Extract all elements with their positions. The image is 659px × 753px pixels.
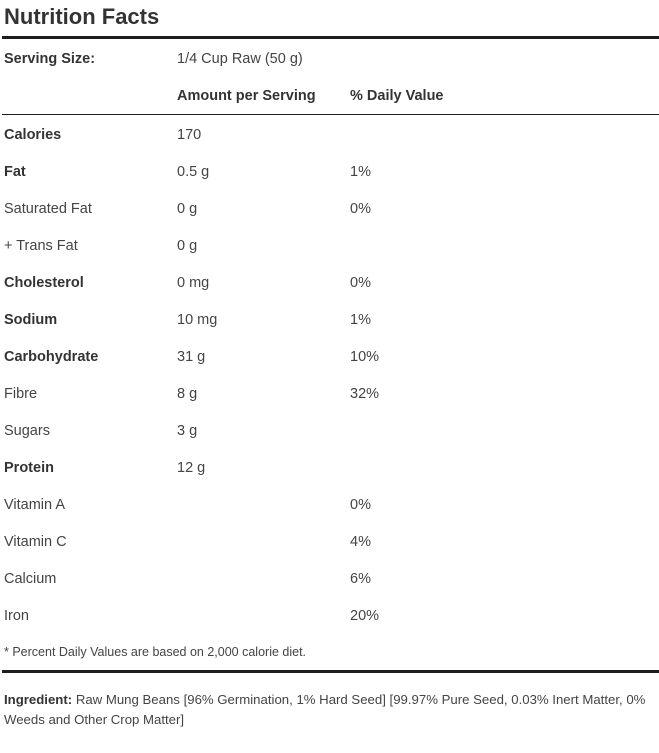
ingredient-text: Raw Mung Beans [96% Germination, 1% Hard Seed] [99.97% Pure Seed, 0.03% Inert Matter, 0% Weeds and Other Crop Matter]: [4, 692, 646, 727]
nutrient-daily-value: 1%: [350, 312, 371, 328]
nutrient-amount: 0 mg: [177, 275, 210, 291]
ingredient-statement: [4, 690, 657, 730]
nutrient-name: Iron: [4, 608, 29, 624]
nutrient-name: Calories: [4, 127, 62, 143]
serving-size-value: 1/4 Cup Raw (50 g): [177, 51, 303, 67]
nutrient-daily-value: 4%: [350, 534, 371, 550]
nutrient-amount: 10 mg: [177, 312, 218, 328]
nutrient-daily-value: 1%: [350, 164, 371, 180]
nutrient-name: Protein: [4, 460, 54, 476]
nutrient-daily-value: 20%: [350, 608, 380, 624]
nutrient-daily-value: 32%: [350, 386, 380, 402]
nutrient-amount: 31 g: [177, 349, 206, 365]
ingredient-label: Ingredient:: [4, 692, 73, 707]
nutrient-amount: 0 g: [177, 238, 198, 254]
nutrient-amount: 3 g: [177, 423, 198, 439]
nutrient-daily-value: 6%: [350, 571, 371, 587]
divider-thick-top: [2, 36, 659, 39]
nutrient-daily-value: 10%: [350, 349, 380, 365]
page-title: Nutrition Facts: [4, 4, 160, 29]
nutrient-name: Calcium: [4, 571, 57, 587]
nutrient-name: Fat: [4, 164, 26, 180]
divider-thin-header: [2, 114, 659, 115]
nutrient-amount: 12 g: [177, 460, 206, 476]
nutrient-name: Fibre: [4, 386, 38, 402]
amount-per-serving-header: Amount per Serving: [177, 88, 316, 104]
footnote: * Percent Daily Values are based on 2,000 calorie diet.: [4, 645, 307, 659]
nutrient-name: Vitamin C: [4, 534, 67, 550]
nutrient-daily-value: 0%: [350, 201, 371, 217]
nutrient-name: Carbohydrate: [4, 349, 99, 365]
nutrient-amount: 0 g: [177, 201, 198, 217]
nutrient-name: Sugars: [4, 423, 50, 439]
nutrient-amount: 0.5 g: [177, 164, 210, 180]
nutrient-name: + Trans Fat: [4, 238, 78, 254]
nutrient-amount: 8 g: [177, 386, 198, 402]
nutrient-name: Saturated Fat: [4, 201, 92, 217]
daily-value-header: % Daily Value: [350, 88, 444, 104]
nutrient-daily-value: 0%: [350, 275, 371, 291]
nutrient-name: Vitamin A: [4, 497, 65, 513]
nutrient-name: Cholesterol: [4, 275, 84, 291]
nutrient-amount: 170: [177, 127, 202, 143]
nutrient-daily-value: 0%: [350, 497, 371, 513]
divider-thick-bottom: [2, 670, 659, 673]
nutrient-name: Sodium: [4, 312, 58, 328]
serving-size-label: Serving Size:: [4, 51, 96, 67]
